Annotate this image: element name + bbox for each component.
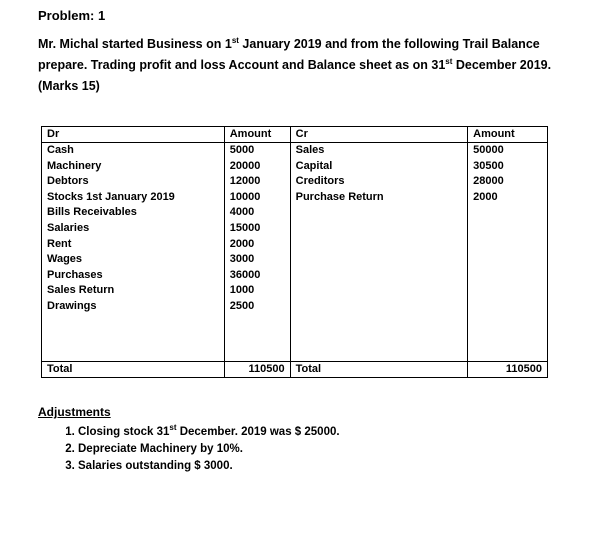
table-row — [42, 221, 548, 237]
credit-amount: 30500 — [468, 159, 548, 175]
total-amount-dr: 110500 — [224, 361, 290, 377]
debit-amount: 10000 — [224, 190, 290, 206]
statement-superscript-1: st — [231, 35, 239, 45]
credit-label: Purchase Return — [290, 190, 468, 206]
credit-label — [290, 299, 468, 315]
statement-text-3: December 2019. (Marks 15) — [38, 58, 552, 93]
adjustment-item — [78, 424, 340, 441]
adjustments-heading: Adjustments — [38, 405, 111, 419]
statement-superscript-2: st — [445, 56, 453, 66]
table-row — [42, 143, 548, 159]
adjustments-list — [58, 424, 340, 475]
debit-label: Wages — [42, 252, 225, 268]
empty-cell — [468, 315, 548, 362]
debit-label: Salaries — [42, 221, 225, 237]
credit-amount: 28000 — [468, 174, 548, 190]
debit-amount: 12000 — [224, 174, 290, 190]
credit-label — [290, 205, 468, 221]
credit-amount — [468, 268, 548, 284]
debit-amount: 1000 — [224, 283, 290, 299]
debit-amount: 15000 — [224, 221, 290, 237]
debit-label: Bills Receivables — [42, 205, 225, 221]
total-amount-cr: 110500 — [468, 361, 548, 377]
debit-amount: 2000 — [224, 237, 290, 253]
total-label-cr: Total — [290, 361, 468, 377]
empty-cell — [290, 315, 468, 362]
debit-label: Purchases — [42, 268, 225, 284]
credit-label: Sales — [290, 143, 468, 159]
credit-label — [290, 268, 468, 284]
debit-amount: 20000 — [224, 159, 290, 175]
adjustment-text: December. 2019 was $ 25000. — [176, 426, 340, 438]
adjustment-text: Closing stock 31 — [78, 426, 170, 438]
debit-label: Rent — [42, 237, 225, 253]
table-row — [42, 299, 548, 315]
problem-statement — [38, 34, 578, 97]
table-row — [42, 237, 548, 253]
credit-label: Creditors — [290, 174, 468, 190]
credit-amount: 50000 — [468, 143, 548, 159]
table-row — [42, 252, 548, 268]
trial-balance-table — [41, 126, 548, 378]
empty-cell — [42, 315, 225, 362]
credit-label — [290, 221, 468, 237]
debit-amount: 36000 — [224, 268, 290, 284]
table-row — [42, 159, 548, 175]
debit-amount: 5000 — [224, 143, 290, 159]
credit-label — [290, 283, 468, 299]
debit-label: Machinery — [42, 159, 225, 175]
adjustment-item: 2. Depreciate Machinery by 10%. — [78, 441, 340, 458]
debit-label: Debtors — [42, 174, 225, 190]
credit-label — [290, 237, 468, 253]
credit-label — [290, 252, 468, 268]
empty-cell — [224, 315, 290, 362]
adjustment-superscript: st — [169, 423, 177, 433]
credit-amount — [468, 299, 548, 315]
credit-amount — [468, 205, 548, 221]
debit-label: Stocks 1st January 2019 — [42, 190, 225, 206]
table-row — [42, 268, 548, 284]
empty-row — [42, 315, 548, 362]
total-row — [42, 361, 548, 377]
credit-amount — [468, 237, 548, 253]
header-cr: Cr — [290, 127, 468, 143]
problem-title: Problem: 1 — [38, 8, 106, 23]
debit-label: Cash — [42, 143, 225, 159]
credit-label: Capital — [290, 159, 468, 175]
table-row — [42, 190, 548, 206]
table-row — [42, 205, 548, 221]
debit-label: Drawings — [42, 299, 225, 315]
table-header-row — [42, 127, 548, 143]
table-row — [42, 174, 548, 190]
table-row — [42, 283, 548, 299]
statement-text-2: January 2019 and from the following Trail Balance prepare. Trading profit and loss Account and Balance sheet as on 31 — [38, 37, 540, 72]
header-amount-cr: Amount — [468, 127, 548, 143]
debit-amount: 2500 — [224, 299, 290, 315]
header-dr: Dr — [42, 127, 225, 143]
header-amount-dr: Amount — [224, 127, 290, 143]
credit-amount — [468, 221, 548, 237]
credit-amount — [468, 252, 548, 268]
adjustment-item: 3. Salaries outstanding $ 3000. — [78, 458, 340, 475]
debit-amount: 3000 — [224, 252, 290, 268]
credit-amount: 2000 — [468, 190, 548, 206]
debit-amount: 4000 — [224, 205, 290, 221]
debit-label: Sales Return — [42, 283, 225, 299]
statement-text-1: Mr. Michal started Business on 1 — [38, 37, 232, 51]
credit-amount — [468, 283, 548, 299]
total-label-dr: Total — [42, 361, 225, 377]
